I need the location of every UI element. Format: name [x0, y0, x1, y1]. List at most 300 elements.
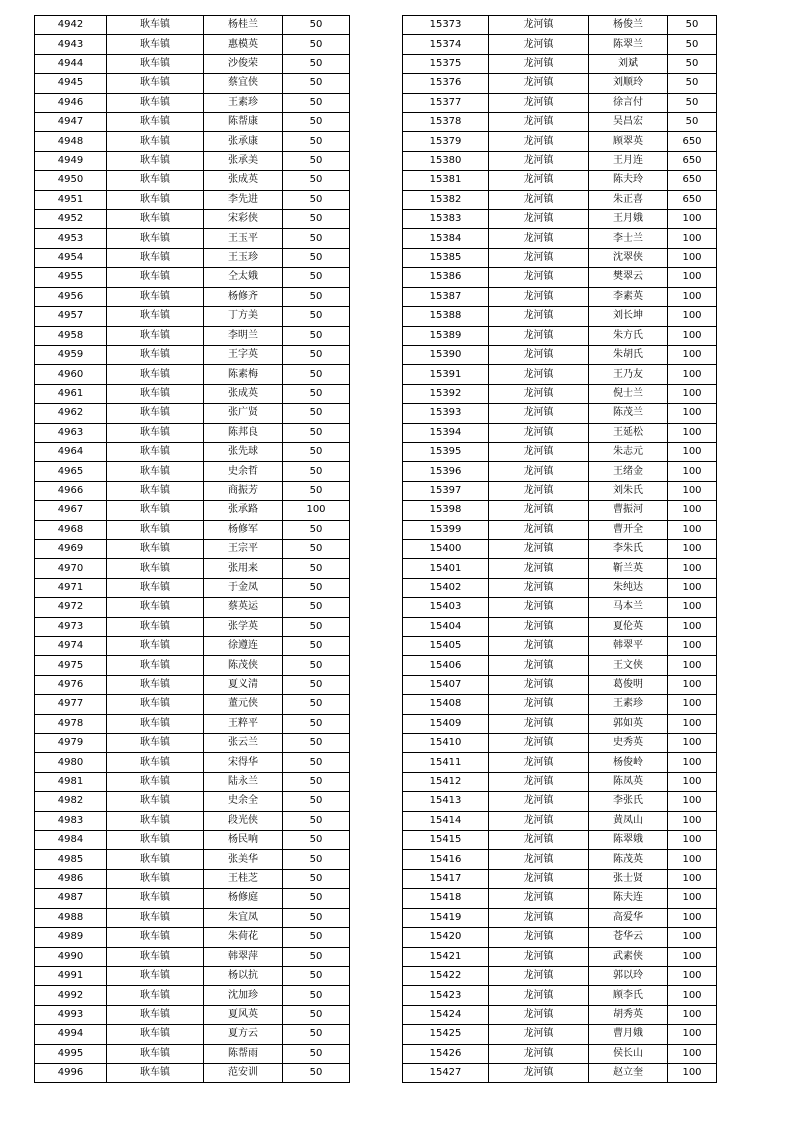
amount-cell: 650 — [668, 132, 717, 151]
serial-number-cell: 15425 — [403, 1025, 489, 1044]
amount-cell: 50 — [283, 442, 350, 461]
person-name-cell: 杨修军 — [204, 520, 283, 539]
amount-cell: 50 — [283, 947, 350, 966]
town-cell: 耿车镇 — [107, 442, 204, 461]
table-row — [35, 132, 350, 151]
person-name-cell: 张学英 — [204, 617, 283, 636]
town-cell: 耿车镇 — [107, 637, 204, 656]
amount-cell: 100 — [668, 229, 717, 248]
serial-number-cell: 15394 — [403, 423, 489, 442]
town-cell: 龙河镇 — [489, 734, 589, 753]
person-name-cell: 陈夫连 — [589, 889, 668, 908]
person-name-cell: 陈茂兰 — [589, 404, 668, 423]
town-cell: 龙河镇 — [489, 1063, 589, 1082]
person-name-cell: 王桂芝 — [204, 869, 283, 888]
amount-cell: 50 — [283, 986, 350, 1005]
town-cell: 耿车镇 — [107, 1063, 204, 1082]
town-cell: 耿车镇 — [107, 947, 204, 966]
serial-number-cell: 4978 — [35, 714, 107, 733]
town-cell: 龙河镇 — [489, 54, 589, 73]
person-name-cell: 夏风英 — [204, 1005, 283, 1024]
amount-cell: 100 — [668, 637, 717, 656]
amount-cell: 50 — [283, 307, 350, 326]
amount-cell: 650 — [668, 171, 717, 190]
amount-cell: 50 — [283, 171, 350, 190]
amount-cell: 50 — [283, 675, 350, 694]
person-name-cell: 沈加珍 — [204, 986, 283, 1005]
amount-cell: 50 — [283, 617, 350, 636]
serial-number-cell: 4957 — [35, 307, 107, 326]
town-cell: 龙河镇 — [489, 345, 589, 364]
person-name-cell: 沙俊荣 — [204, 54, 283, 73]
roster-table-right — [402, 15, 717, 1083]
serial-number-cell: 15399 — [403, 520, 489, 539]
table-row — [35, 404, 350, 423]
serial-number-cell: 15417 — [403, 869, 489, 888]
person-name-cell: 朱纯达 — [589, 578, 668, 597]
person-name-cell: 李士兰 — [589, 229, 668, 248]
table-row — [403, 113, 717, 132]
table-row — [35, 928, 350, 947]
town-cell: 耿车镇 — [107, 151, 204, 170]
table-row — [403, 889, 717, 908]
town-cell: 龙河镇 — [489, 928, 589, 947]
table-row — [35, 326, 350, 345]
town-cell: 耿车镇 — [107, 850, 204, 869]
serial-number-cell: 15380 — [403, 151, 489, 170]
amount-cell: 100 — [668, 345, 717, 364]
amount-cell: 100 — [668, 1005, 717, 1024]
table-row — [35, 966, 350, 985]
serial-number-cell: 4950 — [35, 171, 107, 190]
amount-cell: 50 — [283, 384, 350, 403]
table-row — [35, 772, 350, 791]
person-name-cell: 黄凤山 — [589, 811, 668, 830]
serial-number-cell: 15427 — [403, 1063, 489, 1082]
serial-number-cell: 4952 — [35, 210, 107, 229]
table-row — [403, 171, 717, 190]
town-cell: 耿车镇 — [107, 617, 204, 636]
serial-number-cell: 4949 — [35, 151, 107, 170]
town-cell: 耿车镇 — [107, 423, 204, 442]
person-name-cell: 徐遵连 — [204, 637, 283, 656]
town-cell: 龙河镇 — [489, 714, 589, 733]
serial-number-cell: 4985 — [35, 850, 107, 869]
town-cell: 耿车镇 — [107, 792, 204, 811]
town-cell: 耿车镇 — [107, 908, 204, 927]
table-row — [35, 365, 350, 384]
table-row — [35, 559, 350, 578]
serial-number-cell: 15426 — [403, 1044, 489, 1063]
town-cell: 龙河镇 — [489, 404, 589, 423]
town-cell: 耿车镇 — [107, 811, 204, 830]
serial-number-cell: 15420 — [403, 928, 489, 947]
table-row — [403, 287, 717, 306]
town-cell: 龙河镇 — [489, 792, 589, 811]
serial-number-cell: 4964 — [35, 442, 107, 461]
town-cell: 耿车镇 — [107, 1025, 204, 1044]
table-row — [403, 190, 717, 209]
table-row — [403, 326, 717, 345]
serial-number-cell: 4968 — [35, 520, 107, 539]
amount-cell: 100 — [668, 695, 717, 714]
town-cell: 龙河镇 — [489, 462, 589, 481]
town-cell: 龙河镇 — [489, 151, 589, 170]
serial-number-cell: 15390 — [403, 345, 489, 364]
town-cell: 耿车镇 — [107, 539, 204, 558]
serial-number-cell: 4961 — [35, 384, 107, 403]
table-row — [35, 384, 350, 403]
table-row — [35, 113, 350, 132]
table-row — [403, 248, 717, 267]
town-cell: 龙河镇 — [489, 268, 589, 287]
table-row — [403, 869, 717, 888]
table-row — [403, 229, 717, 248]
person-name-cell: 王宗平 — [204, 539, 283, 558]
serial-number-cell: 4983 — [35, 811, 107, 830]
person-name-cell: 王延松 — [589, 423, 668, 442]
table-row — [35, 1005, 350, 1024]
amount-cell: 50 — [283, 656, 350, 675]
table-row — [403, 559, 717, 578]
person-name-cell: 王字英 — [204, 345, 283, 364]
town-cell: 龙河镇 — [489, 869, 589, 888]
town-cell: 龙河镇 — [489, 598, 589, 617]
person-name-cell: 郭如英 — [589, 714, 668, 733]
amount-cell: 50 — [668, 74, 717, 93]
amount-cell: 100 — [668, 404, 717, 423]
serial-number-cell: 15375 — [403, 54, 489, 73]
table-row — [35, 637, 350, 656]
person-name-cell: 张成英 — [204, 384, 283, 403]
table-row — [35, 986, 350, 1005]
amount-cell: 50 — [283, 1025, 350, 1044]
table-row — [35, 93, 350, 112]
person-name-cell: 史余全 — [204, 792, 283, 811]
serial-number-cell: 15410 — [403, 734, 489, 753]
town-cell: 龙河镇 — [489, 695, 589, 714]
serial-number-cell: 15415 — [403, 831, 489, 850]
town-cell: 龙河镇 — [489, 753, 589, 772]
person-name-cell: 刘朱氏 — [589, 481, 668, 500]
table-row — [403, 501, 717, 520]
table-row — [35, 1044, 350, 1063]
table-row — [35, 889, 350, 908]
person-name-cell: 韩翠萍 — [204, 947, 283, 966]
serial-number-cell: 15414 — [403, 811, 489, 830]
amount-cell: 100 — [668, 210, 717, 229]
town-cell: 龙河镇 — [489, 966, 589, 985]
person-name-cell: 沈翠侠 — [589, 248, 668, 267]
amount-cell: 50 — [283, 132, 350, 151]
amount-cell: 100 — [668, 753, 717, 772]
table-row — [35, 151, 350, 170]
person-name-cell: 于金凤 — [204, 578, 283, 597]
person-name-cell: 朱志元 — [589, 442, 668, 461]
amount-cell: 50 — [283, 151, 350, 170]
amount-cell: 100 — [668, 792, 717, 811]
person-name-cell: 张广贤 — [204, 404, 283, 423]
table-row — [403, 1005, 717, 1024]
serial-number-cell: 15422 — [403, 966, 489, 985]
table-row — [35, 831, 350, 850]
town-cell: 龙河镇 — [489, 113, 589, 132]
amount-cell: 50 — [283, 869, 350, 888]
town-cell: 耿车镇 — [107, 462, 204, 481]
town-cell: 龙河镇 — [489, 442, 589, 461]
town-cell: 龙河镇 — [489, 889, 589, 908]
table-row — [403, 539, 717, 558]
person-name-cell: 苍华云 — [589, 928, 668, 947]
town-cell: 龙河镇 — [489, 74, 589, 93]
serial-number-cell: 15412 — [403, 772, 489, 791]
serial-number-cell: 4963 — [35, 423, 107, 442]
amount-cell: 50 — [283, 889, 350, 908]
amount-cell: 50 — [283, 54, 350, 73]
table-row — [403, 1025, 717, 1044]
amount-cell: 50 — [283, 74, 350, 93]
person-name-cell: 宋彩侠 — [204, 210, 283, 229]
amount-cell: 50 — [283, 559, 350, 578]
town-cell: 龙河镇 — [489, 656, 589, 675]
town-cell: 耿车镇 — [107, 16, 204, 35]
serial-number-cell: 15413 — [403, 792, 489, 811]
serial-number-cell: 4982 — [35, 792, 107, 811]
amount-cell: 100 — [668, 850, 717, 869]
amount-cell: 50 — [283, 831, 350, 850]
table-row — [403, 1044, 717, 1063]
amount-cell: 50 — [283, 772, 350, 791]
table-row — [35, 675, 350, 694]
table-row — [35, 1063, 350, 1082]
serial-number-cell: 4954 — [35, 248, 107, 267]
amount-cell: 100 — [668, 831, 717, 850]
amount-cell: 100 — [668, 598, 717, 617]
town-cell: 龙河镇 — [489, 326, 589, 345]
table-row — [403, 656, 717, 675]
table-row — [35, 268, 350, 287]
person-name-cell: 马本兰 — [589, 598, 668, 617]
table-row — [35, 869, 350, 888]
serial-number-cell: 4959 — [35, 345, 107, 364]
amount-cell: 50 — [283, 210, 350, 229]
table-row — [403, 16, 717, 35]
amount-cell: 50 — [283, 734, 350, 753]
serial-number-cell: 4974 — [35, 637, 107, 656]
table-row — [35, 1025, 350, 1044]
amount-cell: 100 — [668, 501, 717, 520]
amount-cell: 100 — [668, 966, 717, 985]
serial-number-cell: 4996 — [35, 1063, 107, 1082]
serial-number-cell: 15381 — [403, 171, 489, 190]
amount-cell: 50 — [668, 54, 717, 73]
table-row — [35, 753, 350, 772]
town-cell: 龙河镇 — [489, 384, 589, 403]
person-name-cell: 武素侠 — [589, 947, 668, 966]
serial-number-cell: 15378 — [403, 113, 489, 132]
table-row — [35, 462, 350, 481]
person-name-cell: 李张氏 — [589, 792, 668, 811]
town-cell: 龙河镇 — [489, 93, 589, 112]
person-name-cell: 刘顺玲 — [589, 74, 668, 93]
table-row — [403, 93, 717, 112]
amount-cell: 100 — [668, 986, 717, 1005]
serial-number-cell: 4976 — [35, 675, 107, 694]
table-row — [403, 675, 717, 694]
town-cell: 耿车镇 — [107, 928, 204, 947]
person-name-cell: 杨俊岭 — [589, 753, 668, 772]
serial-number-cell: 15395 — [403, 442, 489, 461]
town-cell: 龙河镇 — [489, 831, 589, 850]
person-name-cell: 商振芳 — [204, 481, 283, 500]
town-cell: 耿车镇 — [107, 1005, 204, 1024]
table-row — [35, 520, 350, 539]
amount-cell: 50 — [283, 928, 350, 947]
table-row — [35, 656, 350, 675]
amount-cell: 50 — [283, 248, 350, 267]
town-cell: 耿车镇 — [107, 889, 204, 908]
serial-number-cell: 4987 — [35, 889, 107, 908]
table-row — [35, 792, 350, 811]
table-row — [403, 753, 717, 772]
table-row — [403, 442, 717, 461]
serial-number-cell: 4984 — [35, 831, 107, 850]
serial-number-cell: 4953 — [35, 229, 107, 248]
amount-cell: 50 — [283, 1063, 350, 1082]
town-cell: 耿车镇 — [107, 714, 204, 733]
person-name-cell: 张美华 — [204, 850, 283, 869]
table-row — [35, 947, 350, 966]
person-name-cell: 陈凤英 — [589, 772, 668, 791]
town-cell: 龙河镇 — [489, 171, 589, 190]
amount-cell: 50 — [283, 287, 350, 306]
town-cell: 龙河镇 — [489, 16, 589, 35]
table-row — [35, 617, 350, 636]
table-row — [35, 74, 350, 93]
table-row — [403, 404, 717, 423]
serial-number-cell: 4951 — [35, 190, 107, 209]
town-cell: 龙河镇 — [489, 637, 589, 656]
amount-cell: 100 — [668, 423, 717, 442]
serial-number-cell: 4943 — [35, 35, 107, 54]
town-cell: 龙河镇 — [489, 986, 589, 1005]
table-row — [35, 307, 350, 326]
amount-cell: 100 — [668, 734, 717, 753]
town-cell: 龙河镇 — [489, 1025, 589, 1044]
person-name-cell: 仝太娥 — [204, 268, 283, 287]
serial-number-cell: 15419 — [403, 908, 489, 927]
town-cell: 耿车镇 — [107, 229, 204, 248]
amount-cell: 100 — [668, 869, 717, 888]
person-name-cell: 陈邦良 — [204, 423, 283, 442]
town-cell: 耿车镇 — [107, 966, 204, 985]
town-cell: 耿车镇 — [107, 190, 204, 209]
person-name-cell: 惠模英 — [204, 35, 283, 54]
person-name-cell: 董元侠 — [204, 695, 283, 714]
amount-cell: 50 — [283, 850, 350, 869]
serial-number-cell: 4955 — [35, 268, 107, 287]
person-name-cell: 王文侠 — [589, 656, 668, 675]
serial-number-cell: 4988 — [35, 908, 107, 927]
person-name-cell: 张云兰 — [204, 734, 283, 753]
serial-number-cell: 15391 — [403, 365, 489, 384]
amount-cell: 50 — [283, 1005, 350, 1024]
amount-cell: 100 — [668, 539, 717, 558]
table-row — [403, 54, 717, 73]
person-name-cell: 杨民响 — [204, 831, 283, 850]
amount-cell: 100 — [668, 287, 717, 306]
amount-cell: 50 — [283, 404, 350, 423]
table-row — [403, 578, 717, 597]
person-name-cell: 吴昌宏 — [589, 113, 668, 132]
serial-number-cell: 15401 — [403, 559, 489, 578]
person-name-cell: 倪士兰 — [589, 384, 668, 403]
amount-cell: 50 — [283, 637, 350, 656]
amount-cell: 100 — [668, 1025, 717, 1044]
amount-cell: 650 — [668, 151, 717, 170]
table-row — [35, 248, 350, 267]
serial-number-cell: 4971 — [35, 578, 107, 597]
person-name-cell: 王素珍 — [589, 695, 668, 714]
serial-number-cell: 15392 — [403, 384, 489, 403]
serial-number-cell: 15397 — [403, 481, 489, 500]
amount-cell: 50 — [283, 520, 350, 539]
person-name-cell: 蔡英运 — [204, 598, 283, 617]
town-cell: 龙河镇 — [489, 210, 589, 229]
amount-cell: 50 — [283, 462, 350, 481]
town-cell: 龙河镇 — [489, 850, 589, 869]
person-name-cell: 张承康 — [204, 132, 283, 151]
person-name-cell: 蔡宜侠 — [204, 74, 283, 93]
town-cell: 龙河镇 — [489, 35, 589, 54]
serial-number-cell: 4972 — [35, 598, 107, 617]
table-row — [403, 210, 717, 229]
person-name-cell: 顾翠英 — [589, 132, 668, 151]
amount-cell: 50 — [283, 190, 350, 209]
serial-number-cell: 15389 — [403, 326, 489, 345]
table-row — [35, 229, 350, 248]
serial-number-cell: 15388 — [403, 307, 489, 326]
serial-number-cell: 4965 — [35, 462, 107, 481]
amount-cell: 100 — [668, 675, 717, 694]
person-name-cell: 段光侠 — [204, 811, 283, 830]
table-row — [403, 831, 717, 850]
serial-number-cell: 15409 — [403, 714, 489, 733]
person-name-cell: 赵立奎 — [589, 1063, 668, 1082]
person-name-cell: 陈茂英 — [589, 850, 668, 869]
serial-number-cell: 4948 — [35, 132, 107, 151]
table-row — [403, 637, 717, 656]
person-name-cell: 夏方云 — [204, 1025, 283, 1044]
serial-number-cell: 15405 — [403, 637, 489, 656]
table-row — [403, 1063, 717, 1082]
table-row — [35, 850, 350, 869]
person-name-cell: 靳兰英 — [589, 559, 668, 578]
amount-cell: 100 — [668, 481, 717, 500]
town-cell: 龙河镇 — [489, 908, 589, 927]
person-name-cell: 张用来 — [204, 559, 283, 578]
serial-number-cell: 4960 — [35, 365, 107, 384]
town-cell: 龙河镇 — [489, 190, 589, 209]
town-cell: 耿车镇 — [107, 986, 204, 1005]
amount-cell: 100 — [668, 307, 717, 326]
person-name-cell: 韩翠平 — [589, 637, 668, 656]
roster-table-right-body — [403, 16, 717, 1083]
person-name-cell: 朱宜凤 — [204, 908, 283, 927]
person-name-cell: 李朱氏 — [589, 539, 668, 558]
person-name-cell: 王粹平 — [204, 714, 283, 733]
table-row — [403, 734, 717, 753]
